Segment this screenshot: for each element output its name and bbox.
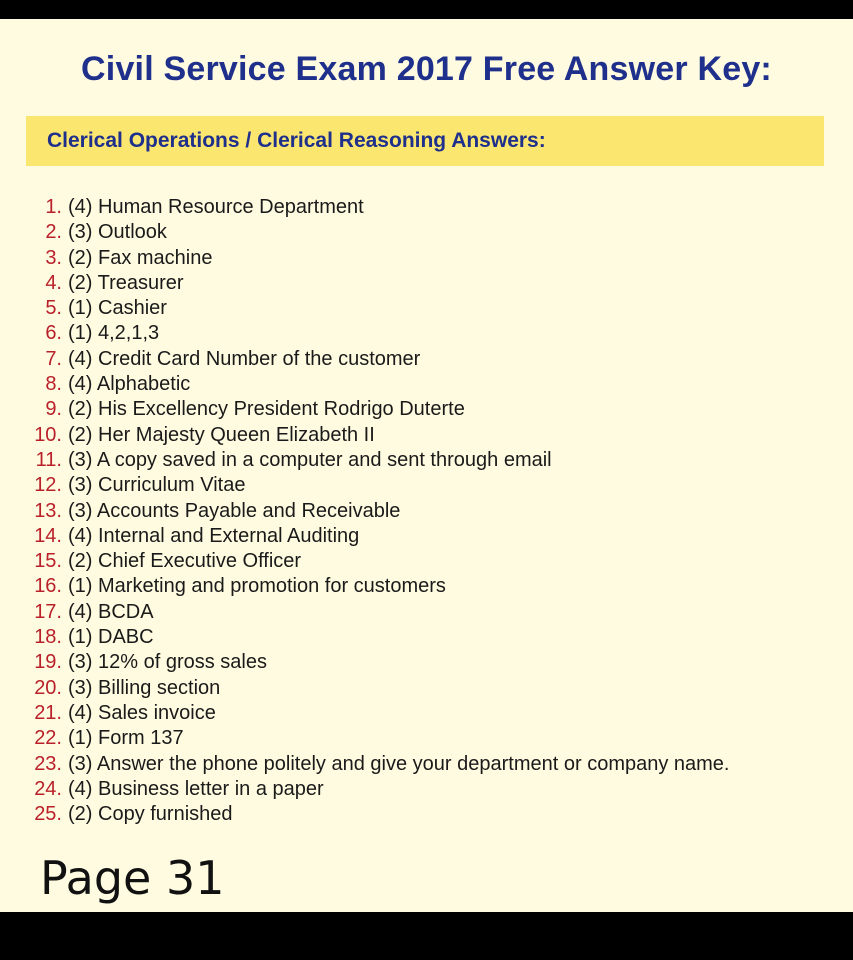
- answer-text: (2) Treasurer: [68, 271, 184, 294]
- answer-text: (3) Answer the phone politely and give your department or company name.: [68, 752, 730, 775]
- answer-number: 2.: [45, 221, 62, 244]
- answer-number: 17.: [34, 600, 62, 623]
- answer-number: 7.: [45, 347, 62, 370]
- answer-text: (1) Marketing and promotion for customers: [68, 575, 446, 598]
- answer-number: 23.: [34, 752, 62, 775]
- section-title: Clerical Operations / Clerical Reasoning Answers:: [47, 129, 546, 152]
- answer-text: (4) Internal and External Auditing: [68, 524, 360, 547]
- answer-number: 21.: [34, 701, 62, 724]
- answer-number: 3.: [45, 246, 62, 269]
- answer-number: 14.: [34, 524, 62, 547]
- answer-number: 11.: [35, 448, 62, 471]
- answer-text: (1) 4,2,1,3: [68, 322, 160, 345]
- answer-number: 16.: [34, 575, 62, 598]
- answer-number: 4.: [45, 271, 62, 294]
- answer-text: (3) Billing section: [68, 676, 221, 699]
- answer-text: (4) Sales invoice: [68, 701, 216, 724]
- answer-number: 15.: [34, 550, 62, 573]
- answer-text: (2) Copy furnished: [68, 803, 233, 826]
- answer-text: (2) Her Majesty Queen Elizabeth II: [68, 423, 375, 446]
- answer-text: (3) Outlook: [68, 221, 167, 244]
- answer-text: (4) Alphabetic: [68, 373, 191, 396]
- answer-number: 25.: [34, 803, 62, 826]
- answer-text: (4) Credit Card Number of the customer: [68, 347, 421, 370]
- answer-number: 19.: [34, 651, 62, 674]
- answer-number: 6.: [45, 322, 62, 345]
- answer-text: (1) Form 137: [68, 727, 184, 750]
- answer-number: 24.: [34, 777, 62, 800]
- answer-number: 5.: [45, 297, 62, 320]
- answer-text: (1) Cashier: [68, 297, 167, 320]
- answer-number: 10.: [34, 423, 62, 446]
- answer-number: 1.: [45, 196, 62, 218]
- answer-text: (4) Human Resource Department: [68, 196, 364, 218]
- answer-number: 12.: [34, 474, 62, 497]
- answer-text: (1) DABC: [68, 626, 154, 649]
- page-number-label: Page 31: [40, 851, 225, 905]
- answer-text: (2) His Excellency President Rodrigo Duterte: [68, 398, 465, 421]
- answer-text: (4) BCDA: [68, 600, 154, 623]
- answer-number: 8.: [45, 373, 62, 396]
- answer-number: 20.: [34, 676, 62, 699]
- answer-text: (2) Fax machine: [68, 246, 213, 269]
- answer-number: 18.: [34, 626, 62, 649]
- answer-text: (3) 12% of gross sales: [68, 651, 267, 674]
- answer-text: (3) Curriculum Vitae: [68, 474, 246, 497]
- answer-key-sheet: [0, 19, 853, 912]
- answer-text: (3) A copy saved in a computer and sent through email: [68, 448, 552, 471]
- page-title: Civil Service Exam 2017 Free Answer Key:: [81, 50, 772, 88]
- answer-text: (3) Accounts Payable and Receivable: [68, 499, 401, 522]
- answer-number: 13.: [34, 499, 62, 522]
- section-header-band: [26, 116, 824, 166]
- answer-number: 9.: [45, 398, 62, 421]
- answer-number: 22.: [34, 727, 62, 750]
- answer-text: (4) Business letter in a paper: [68, 777, 324, 800]
- answer-text: (2) Chief Executive Officer: [68, 550, 302, 573]
